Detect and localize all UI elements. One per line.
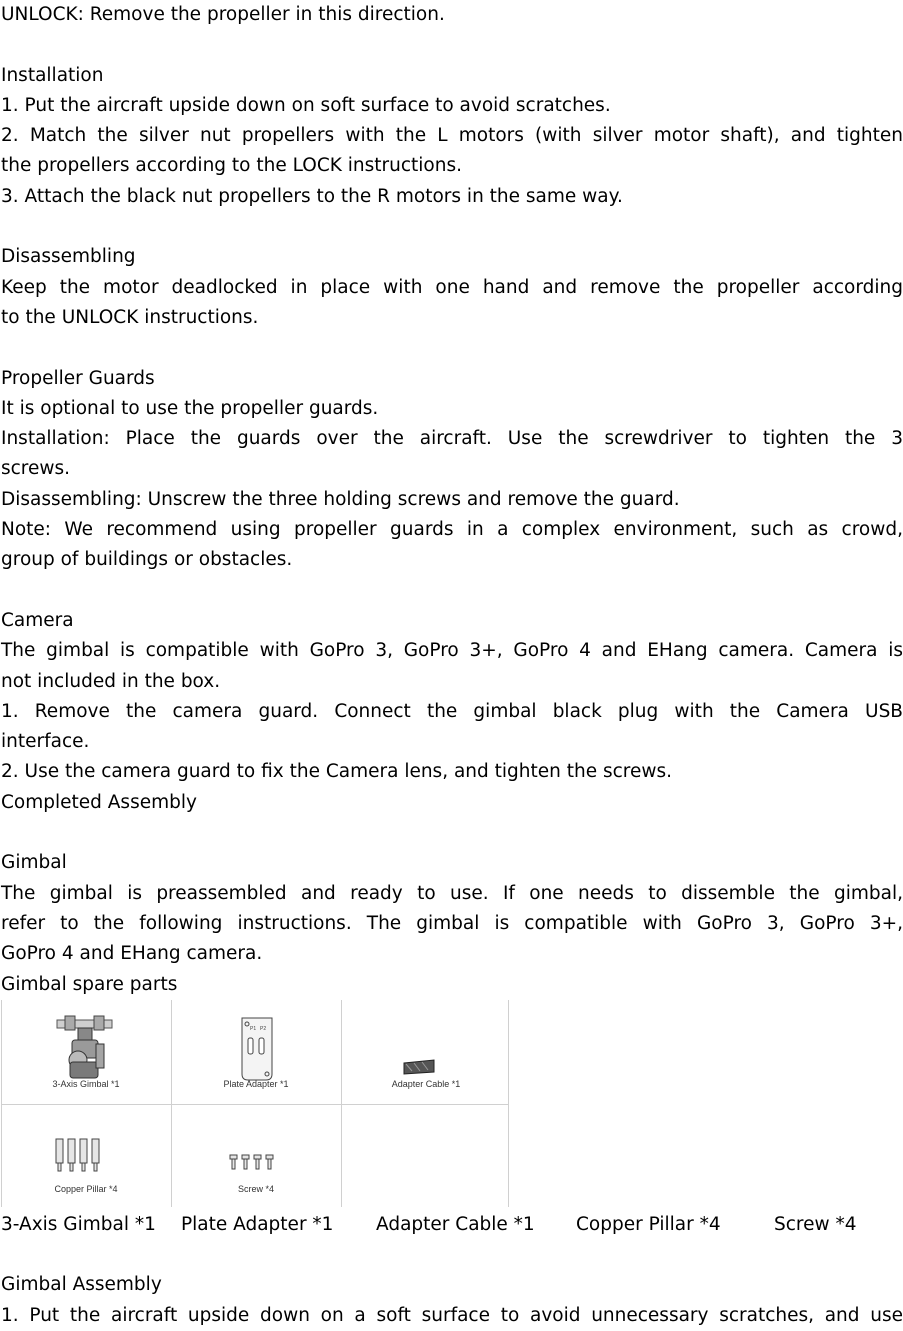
disassembling-heading: Disassembling — [1, 246, 136, 268]
camera-step-1-line-2: interface. — [1, 731, 90, 753]
guards-note-line-1: Note: We recommend using propeller guards in a complex environment, such as crowd, — [1, 519, 903, 541]
installation-step-1: 1. Put the aircraft upside down on soft surface to avoid scratches. — [1, 94, 611, 116]
parts-list-item: Copper Pillar *4 — [576, 1213, 721, 1235]
disassembling-text-line-2: to the UNLOCK instructions. — [1, 306, 259, 328]
part-cell-screw — [172, 1105, 340, 1207]
guards-note-line-2: group of buildings or obstacles. — [1, 549, 293, 571]
spacer — [1, 818, 903, 848]
spacer — [1, 212, 903, 242]
parts-list-item: Plate Adapter *1 — [181, 1213, 334, 1235]
camera-step-1-line-1: 1. Remove the camera guard. Connect the gimbal black plug with the Camera USB — [1, 700, 903, 722]
gimbal-text-line-2: refer to the following instructions. The gimbal is compatible with GoPro 3, GoPro 3+, — [1, 912, 903, 934]
installation-step-2-line-1: 2. Match the silver nut propellers with the L motors (with silver motor shaft), and tighten — [1, 125, 903, 147]
parts-list-item: Screw *4 — [774, 1213, 857, 1235]
spacer — [1, 333, 903, 363]
gimbal-heading: Gimbal — [1, 852, 67, 874]
camera-compat-line-1: The gimbal is compatible with GoPro 3, GoPro 3+, GoPro 4 and EHang camera. Camera is — [1, 640, 903, 662]
part-caption: Copper Pillar *4 — [54, 1183, 118, 1194]
spacer — [1, 30, 903, 60]
installation-heading: Installation — [1, 64, 104, 86]
part-cell-gimbal — [2, 1000, 170, 1102]
camera-compat-line-2: not included in the box. — [1, 670, 221, 692]
guards-installation-line-2: screws. — [1, 458, 71, 480]
parts-list-item: 3-Axis Gimbal *1 — [1, 1213, 156, 1235]
guards-disassembling-text: Disassembling: Unscrew the three holding screws and remove the guard. — [1, 488, 680, 510]
installation-step-3: 3. Attach the black nut propellers to the R motors in the same way. — [1, 185, 623, 207]
guards-installation-line-1: Installation: Place the guards over the aircraft. Use the screwdriver to tighten the 3 — [1, 428, 903, 450]
camera-step-2: 2. Use the camera guard to fix the Camera lens, and tighten the screws. — [1, 761, 673, 783]
gimbal-assembly-heading: Gimbal Assembly — [1, 1274, 162, 1296]
part-caption: Plate Adapter *1 — [223, 1078, 289, 1089]
installation-step-2-line-2: the propellers according to the LOCK instructions. — [1, 155, 462, 177]
camera-heading: Camera — [1, 609, 74, 631]
part-caption: Adapter Cable *1 — [391, 1078, 461, 1089]
part-cell-copper-pillar — [2, 1105, 170, 1207]
gimbal-text-line-3: GoPro 4 and EHang camera. — [1, 943, 263, 965]
plate-label-p1: P1 — [250, 1025, 257, 1032]
gimbal-spare-parts-label: Gimbal spare parts — [1, 973, 178, 995]
spacer — [1, 576, 903, 606]
completed-assembly-label: Completed Assembly — [1, 791, 197, 813]
part-caption: Screw *4 — [237, 1183, 274, 1194]
guards-optional-text: It is optional to use the propeller guards. — [1, 397, 379, 419]
gimbal-assembly-step-1: 1. Put the aircraft upside down on a soft surface to avoid unnecessary scratches, and use — [1, 1304, 903, 1326]
gimbal-spare-parts-figure — [1, 1000, 509, 1207]
parts-list-item: Adapter Cable *1 — [376, 1213, 535, 1235]
part-cell-plate-adapter — [172, 1000, 340, 1102]
part-caption: 3-Axis Gimbal *1 — [52, 1078, 120, 1089]
plate-label-p2: P2 — [260, 1025, 267, 1032]
spacer — [1, 1240, 903, 1270]
gimbal-text-line-1: The gimbal is preassembled and ready to use. If one needs to dissemble the gimbal, — [1, 882, 903, 904]
part-cell-adapter-cable — [342, 1000, 510, 1102]
unlock-text: UNLOCK: Remove the propeller in this direction. — [1, 4, 445, 25]
propeller-guards-heading: Propeller Guards — [1, 367, 155, 389]
disassembling-text-line-1: Keep the motor deadlocked in place with one hand and remove the propeller according — [1, 276, 903, 298]
parts-list-row — [1, 1210, 903, 1240]
